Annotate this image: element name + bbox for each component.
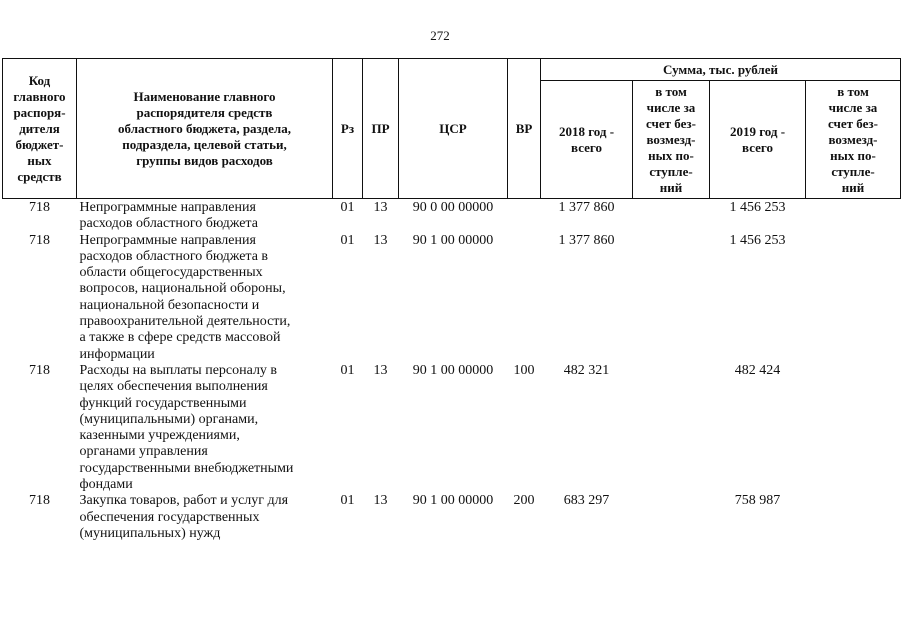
- row-name: Непрограммные направления расходов областного бюджета в области общегосударственных вопросов, национальной обороны, национальной безопасности и правоохранительной деятельности, а также в сфере средств массовой информации: [79, 232, 291, 362]
- row-rz: 01: [340, 362, 355, 378]
- row-name: Закупка товаров, работ и услуг для обеспечения государственных (муниципальных) нужд: [79, 493, 289, 541]
- row-name: Расходы на выплаты персоналу в целях обеспечения выполнения функций государственными (муниципальными) органами, казенными учреждениями, органами управления государственными внебюджетными фондами: [79, 362, 294, 493]
- row-pr: 13: [373, 232, 388, 248]
- row-sum-2019-free: [806, 493, 901, 542]
- row-sum-2018-free: [633, 363, 710, 493]
- row-vr: [508, 233, 541, 363]
- row-rz: 01: [340, 493, 355, 509]
- page-number: 272: [430, 28, 450, 43]
- row-vr: 200: [513, 493, 535, 509]
- row-sum-2019: 1 456 253: [729, 200, 786, 215]
- row-vr: [508, 199, 541, 233]
- row-sum-2018-free: [633, 233, 710, 363]
- table-row: [3, 199, 901, 233]
- header-vr: ВР: [508, 59, 541, 199]
- row-pr: 13: [373, 493, 388, 509]
- row-sum-2018: 1 377 860: [558, 232, 615, 248]
- row-sum-2019: 758 987: [734, 493, 781, 509]
- row-sum-2018-free: [633, 493, 710, 542]
- header-2019-free: в том числе за счет без- возмезд- ных по- ступле- ний: [806, 81, 901, 199]
- header-2018-free: в том числе за счет без- возмезд- ных по- ступле- ний: [633, 81, 710, 199]
- row-csr: 90 1 00 00000: [412, 232, 494, 248]
- header-2019-total: 2019 год - всего: [710, 81, 806, 199]
- row-rz: 01: [340, 200, 355, 215]
- table-row: [3, 233, 901, 363]
- row-pr: 13: [373, 362, 388, 378]
- header-pr: ПР: [363, 59, 399, 199]
- table-row: [3, 363, 901, 493]
- row-sum-2019-free: [806, 199, 901, 233]
- row-rz: 01: [340, 232, 355, 248]
- row-name: Непрограммные направления расходов областного бюджета: [79, 200, 258, 232]
- row-sum-2018: 1 377 860: [558, 200, 615, 215]
- row-sum-2018: 482 321: [563, 362, 610, 378]
- row-vr: 100: [513, 362, 535, 378]
- row-sum-2018: 683 297: [563, 493, 610, 509]
- header-code: Код главного распоря- дителя бюджет- ных средств: [3, 59, 77, 199]
- row-sum-2019-free: [806, 233, 901, 363]
- budget-table: [2, 58, 901, 542]
- header-rz: Рз: [333, 59, 363, 199]
- table-row: [3, 493, 901, 542]
- row-csr: 90 1 00 00000: [412, 362, 494, 378]
- row-sum-2019: 482 424: [734, 362, 781, 378]
- header-csr: ЦСР: [399, 59, 508, 199]
- header-sum: Сумма, тыс. рублей: [541, 59, 901, 81]
- row-code: 718: [29, 200, 50, 215]
- row-csr: 90 1 00 00000: [412, 493, 494, 509]
- row-csr: 90 0 00 00000: [412, 200, 494, 215]
- header-2018-total: 2018 год - всего: [541, 81, 633, 199]
- row-sum-2019: 1 456 253: [729, 232, 786, 248]
- row-code: 718: [29, 493, 50, 509]
- header-name: Наименование главного распорядителя средств областного бюджета, раздела, подраздела, целевой статьи, группы видов расходов: [77, 59, 333, 199]
- row-code: 718: [29, 232, 50, 248]
- row-sum-2019-free: [806, 363, 901, 493]
- row-code: 718: [29, 362, 50, 378]
- row-pr: 13: [373, 200, 388, 215]
- row-sum-2018-free: [633, 199, 710, 233]
